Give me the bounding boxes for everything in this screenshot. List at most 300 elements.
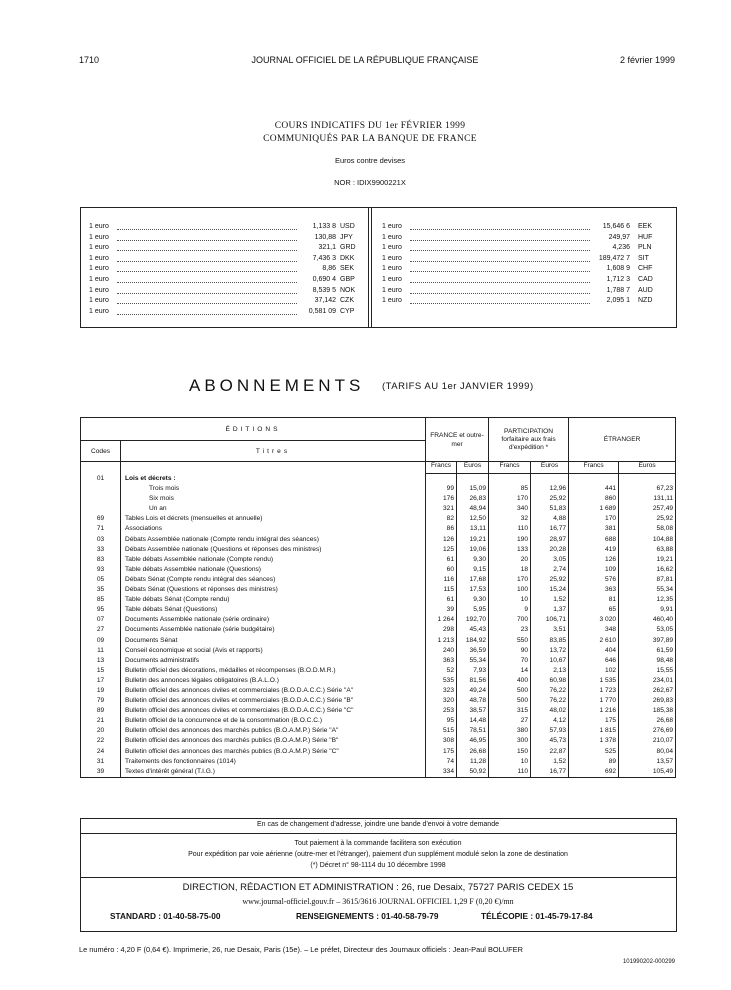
row-code: 22 <box>81 736 121 746</box>
row-value: 1 264 <box>426 615 457 625</box>
row-code: 39 <box>81 767 121 778</box>
row-code: 79 <box>81 696 121 706</box>
row-title <box>121 666 426 676</box>
row-title-text: Un an <box>149 505 167 513</box>
row-value: 46,95 <box>457 736 489 746</box>
row-value: 16,77 <box>531 767 569 778</box>
rate-label: 1 euro <box>89 276 109 283</box>
rate-leader <box>117 273 297 283</box>
rate-currency-code: JPY <box>340 233 353 241</box>
table-row <box>81 767 676 778</box>
row-title-text: Documents Sénat <box>125 636 178 644</box>
standard-phone: STANDARD : 01-40-58-75-00 <box>110 911 221 921</box>
subscription-table <box>80 417 676 778</box>
row-value: 61,59 <box>619 646 676 656</box>
row-title <box>121 535 426 545</box>
row-value: 1 723 <box>569 686 619 696</box>
row-title-text: Débats Assemblée nationale (Compte rendu intégral des séances) <box>125 535 319 543</box>
row-title <box>121 565 426 575</box>
row-value: 500 <box>489 696 531 706</box>
titles-spacer <box>121 462 426 474</box>
row-value: 185,38 <box>619 706 676 716</box>
rate-currency-code: GRD <box>340 244 356 252</box>
row-title <box>121 474 426 485</box>
table-row <box>81 474 676 485</box>
row-value: 55,34 <box>457 656 489 666</box>
row-value: 688 <box>569 535 619 545</box>
row-code: 11 <box>81 646 121 656</box>
rate-currency-code: AUD <box>638 286 653 294</box>
row-value: 2,13 <box>531 666 569 676</box>
row-value: 234,01 <box>619 676 676 686</box>
row-title-text: Table débats Sénat (Compte rendu) <box>125 596 230 604</box>
table-row <box>81 545 676 555</box>
row-value: 1 815 <box>569 726 619 736</box>
table-row <box>81 696 676 706</box>
rate-value: 37,142 <box>314 297 336 305</box>
row-value: 115 <box>426 585 457 595</box>
row-title-text: Table débats Assemblée nationale (Compte rendu) <box>125 555 274 563</box>
row-value: 1 689 <box>569 504 619 514</box>
row-value: 348 <box>569 625 619 635</box>
row-code: 95 <box>81 605 121 615</box>
row-code: 17 <box>81 676 121 686</box>
row-value: 126 <box>426 535 457 545</box>
journal-title: JOURNAL OFFICIEL DE LA RÉPUBLIQUE FRANÇAISE <box>251 55 479 65</box>
row-value: 89 <box>569 757 619 767</box>
row-value: 76,22 <box>531 696 569 706</box>
table-row <box>81 585 676 595</box>
rate-leader <box>117 231 297 241</box>
row-value: 4,12 <box>531 716 569 726</box>
row-value: 381 <box>569 524 619 534</box>
rate-label: 1 euro <box>89 254 109 262</box>
rate-label: 1 euro <box>382 233 402 241</box>
header-date: 2 février 1999 <box>619 55 675 65</box>
row-code: 20 <box>81 726 121 736</box>
row-value: 1,52 <box>531 595 569 605</box>
titres-header: Titres <box>121 441 426 462</box>
rate-leader <box>410 273 590 283</box>
row-code: 13 <box>81 656 121 666</box>
row-title-text: Bulletin officiel des annonces civiles et commerciales (B.O.D.A.C.C.) Série "A" <box>125 686 354 694</box>
row-value: 5,95 <box>457 605 489 615</box>
row-title-text: Table débats Sénat (Questions) <box>125 606 218 614</box>
row-value: 32 <box>489 514 531 524</box>
row-code <box>81 484 121 494</box>
row-title-text: Bulletin officiel des annonces des marchés publics (B.O.A.M.P.) Série "C" <box>125 747 339 755</box>
row-value: 315 <box>489 706 531 716</box>
row-value: 298 <box>426 625 457 635</box>
row-value: 13,57 <box>619 757 676 767</box>
row-value: 48,78 <box>457 696 489 706</box>
etranger-francs-label: Francs <box>569 462 619 474</box>
row-value: 19,06 <box>457 545 489 555</box>
france-header: FRANCE et outre-mer <box>426 418 489 462</box>
row-title <box>121 736 426 746</box>
row-code: 71 <box>81 524 121 534</box>
row-value: 16,77 <box>531 524 569 534</box>
row-code: 83 <box>81 555 121 565</box>
row-value: 106,71 <box>531 615 569 625</box>
editions-header: ÉDITIONS <box>81 418 426 441</box>
row-code: 31 <box>81 757 121 767</box>
row-value: 105,49 <box>619 767 676 778</box>
abonnements-title: ABONNEMENTS <box>189 376 365 395</box>
row-value: 26,83 <box>457 494 489 504</box>
row-value: 550 <box>489 636 531 646</box>
table-row <box>81 565 676 575</box>
row-value: 83,85 <box>531 636 569 646</box>
footer-reference: 101990202-000299 <box>622 959 675 965</box>
row-value: 10 <box>489 595 531 605</box>
telecopie-phone: TÉLÉCOPIE : 01-45-79-17-84 <box>481 911 593 921</box>
row-value: 133 <box>489 545 531 555</box>
row-value: 1,37 <box>531 605 569 615</box>
row-value: 321 <box>426 504 457 514</box>
row-value: 74 <box>426 757 457 767</box>
row-value: 98,48 <box>619 656 676 666</box>
row-value: 4,88 <box>531 514 569 524</box>
rates-title-line2: COMMUNIQUÉS PAR LA BANQUE DE FRANCE <box>263 134 477 144</box>
row-value: 692 <box>569 767 619 778</box>
row-value: 99 <box>426 484 457 494</box>
row-value: 15,55 <box>619 666 676 676</box>
row-value: 1,52 <box>531 757 569 767</box>
row-value: 253 <box>426 706 457 716</box>
row-value: 25,92 <box>531 575 569 585</box>
row-value: 26,68 <box>619 716 676 726</box>
row-value: 240 <box>426 646 457 656</box>
rate-value: 2,095 1 <box>606 297 630 305</box>
row-value: 63,88 <box>619 545 676 555</box>
row-value: 49,24 <box>457 686 489 696</box>
row-title <box>121 646 426 656</box>
row-value <box>531 474 569 485</box>
row-value: 308 <box>426 736 457 746</box>
rate-label: 1 euro <box>89 286 109 294</box>
row-title <box>121 726 426 736</box>
row-value: 70 <box>489 656 531 666</box>
row-value: 17,68 <box>457 575 489 585</box>
rate-currency-code: SEK <box>340 265 355 273</box>
rate-row <box>382 296 672 307</box>
row-value: 12,35 <box>619 595 676 605</box>
row-title <box>121 504 426 514</box>
row-value: 323 <box>426 686 457 696</box>
table-row <box>81 676 676 686</box>
row-value: 170 <box>489 494 531 504</box>
row-title-text: Bulletin officiel des annonces civiles et commerciales (B.O.D.A.C.C.) Série "C" <box>125 707 354 715</box>
row-value: 81,56 <box>457 676 489 686</box>
row-title <box>121 767 426 778</box>
row-value <box>457 474 489 485</box>
row-value: 26,68 <box>457 747 489 757</box>
row-value: 116 <box>426 575 457 585</box>
rate-label: 1 euro <box>89 265 109 273</box>
row-title <box>121 716 426 726</box>
row-value: 67,23 <box>619 484 676 494</box>
row-value: 9,30 <box>457 555 489 565</box>
row-value: 61 <box>426 595 457 605</box>
row-title <box>121 555 426 565</box>
row-value: 320 <box>426 696 457 706</box>
row-title-text: Conseil économique et social (Avis et rapports) <box>125 646 263 654</box>
row-value: 460,40 <box>619 615 676 625</box>
row-value: 20,28 <box>531 545 569 555</box>
rate-row <box>89 307 359 318</box>
row-value: 176 <box>426 494 457 504</box>
table-row <box>81 736 676 746</box>
row-value: 184,92 <box>457 636 489 646</box>
row-title-text: Lois et décrets : <box>125 474 176 482</box>
address-change-notice: En cas de changement d'adresse, joindre une bande d'envoi à votre demande <box>256 821 499 828</box>
row-value: 262,67 <box>619 686 676 696</box>
france-francs-label: Francs <box>426 462 457 474</box>
row-value: 500 <box>489 686 531 696</box>
table-row <box>81 535 676 545</box>
codes-header: Codes <box>81 441 121 462</box>
row-title <box>121 514 426 524</box>
row-value: 150 <box>489 747 531 757</box>
row-value: 1 213 <box>426 636 457 646</box>
row-title-text: Textes d'intérêt général (T.I.G.) <box>125 767 215 775</box>
row-value: 45,43 <box>457 625 489 635</box>
row-value: 22,87 <box>531 747 569 757</box>
nor-reference: NOR : IDIX9900221X <box>334 178 406 187</box>
page-number: 1710 <box>79 55 100 65</box>
row-value: 12,96 <box>531 484 569 494</box>
rate-leader <box>410 231 590 241</box>
row-code: 69 <box>81 514 121 524</box>
rate-currency-code: CHF <box>638 265 653 273</box>
row-value: 18 <box>489 565 531 575</box>
row-value: 48,02 <box>531 706 569 716</box>
rate-label: 1 euro <box>382 286 402 294</box>
row-value: 3,05 <box>531 555 569 565</box>
rate-label: 1 euro <box>89 244 109 252</box>
rate-leader <box>117 262 297 272</box>
row-value: 10 <box>489 757 531 767</box>
rate-label: 1 euro <box>89 223 109 230</box>
row-value: 363 <box>426 656 457 666</box>
row-title <box>121 585 426 595</box>
row-value: 76,22 <box>531 686 569 696</box>
table-row <box>81 484 676 494</box>
row-value: 25,92 <box>531 494 569 504</box>
row-code: 07 <box>81 615 121 625</box>
rate-currency-code: CYP <box>340 307 355 315</box>
rate-currency-code: PLN <box>638 244 652 252</box>
rate-currency-code: CZK <box>340 297 354 305</box>
rate-value: 249,97 <box>608 233 630 241</box>
rate-label: 1 euro <box>89 297 109 305</box>
row-title-text: Débats Sénat (Compte rendu intégral des séances) <box>125 575 276 583</box>
renseignements-phone: RENSEIGNEMENTS : 01-40-58-79-79 <box>296 911 439 921</box>
row-title-text: Tables Lois et décrets (mensuelles et annuelle) <box>125 515 263 523</box>
row-value: 11,28 <box>457 757 489 767</box>
etranger-header: ÉTRANGER <box>569 418 676 462</box>
row-title <box>121 545 426 555</box>
row-value: 110 <box>489 767 531 778</box>
table-row <box>81 686 676 696</box>
row-title-text: Bulletin officiel des décorations, médailles et récompenses (B.O.D.M.R.) <box>125 666 336 674</box>
row-value: 25,92 <box>619 514 676 524</box>
table-row <box>81 605 676 615</box>
row-title <box>121 686 426 696</box>
table-row <box>81 514 676 524</box>
table-row <box>81 706 676 716</box>
row-title-text: Débats Assemblée nationale (Questions et réponses des ministres) <box>125 545 322 553</box>
rate-value: 7,436 3 <box>312 254 336 262</box>
rate-label: 1 euro <box>382 265 402 273</box>
rate-currency-code: DKK <box>340 254 355 262</box>
row-value: 86 <box>426 524 457 534</box>
row-title-text: Bulletin officiel des annonces des marchés publics (B.O.A.M.P.) Série "B" <box>125 737 339 745</box>
row-value: 175 <box>569 716 619 726</box>
row-value: 110 <box>489 524 531 534</box>
table-row <box>81 636 676 646</box>
row-value: 39 <box>426 605 457 615</box>
row-value: 57,93 <box>531 726 569 736</box>
row-value: 85 <box>489 484 531 494</box>
table-row <box>81 524 676 534</box>
rate-value: 8,86 <box>322 265 336 273</box>
row-value: 36,59 <box>457 646 489 656</box>
row-title <box>121 484 426 494</box>
row-value: 400 <box>489 676 531 686</box>
row-code: 93 <box>81 565 121 575</box>
row-title <box>121 696 426 706</box>
rate-currency-code: SIT <box>638 254 649 262</box>
row-value: 190 <box>489 535 531 545</box>
row-value <box>619 474 676 485</box>
row-title-text: Bulletin officiel des annonces civiles et commerciales (B.O.D.A.C.C.) Série "B" <box>125 697 354 705</box>
rate-label: 1 euro <box>382 276 402 283</box>
row-code: 01 <box>81 474 121 485</box>
rate-leader <box>117 294 297 304</box>
rate-label: 1 euro <box>382 223 402 230</box>
row-title <box>121 605 426 615</box>
row-code: 35 <box>81 585 121 595</box>
row-title-text: Documents Assemblée nationale (série budgétaire) <box>125 626 275 634</box>
row-value: 102 <box>569 666 619 676</box>
codes-spacer <box>81 462 121 474</box>
row-value: 51,83 <box>531 504 569 514</box>
row-code: 85 <box>81 595 121 605</box>
table-row <box>81 494 676 504</box>
participation-euros-label: Euros <box>531 462 569 474</box>
row-value: 60,98 <box>531 676 569 686</box>
rate-leader <box>410 241 590 251</box>
row-title <box>121 706 426 716</box>
rates-subtitle: Euros contre devises <box>334 156 406 165</box>
row-title <box>121 625 426 635</box>
table-row <box>81 716 676 726</box>
row-code: 09 <box>81 636 121 646</box>
table-row <box>81 666 676 676</box>
rate-currency-code: USD <box>340 223 355 230</box>
row-value: 48,94 <box>457 504 489 514</box>
participation-francs-label: Francs <box>489 462 531 474</box>
row-value: 16,62 <box>619 565 676 575</box>
web-address: www.journal-officiel.gouv.fr – 3615/3616 JOURNAL OFFICIEL 1,29 F (0,20 €)/mn <box>242 897 514 906</box>
row-title <box>121 656 426 666</box>
row-title <box>121 757 426 767</box>
row-value: 2 610 <box>569 636 619 646</box>
rate-leader <box>410 220 590 230</box>
row-value: 23 <box>489 625 531 635</box>
row-code: 15 <box>81 666 121 676</box>
row-title <box>121 575 426 585</box>
row-value: 419 <box>569 545 619 555</box>
notes-divider-2 <box>80 877 676 878</box>
row-value: 1 378 <box>569 736 619 746</box>
row-value: 210,07 <box>619 736 676 746</box>
row-value: 13,11 <box>457 524 489 534</box>
row-value: 131,11 <box>619 494 676 504</box>
rate-leader <box>410 294 590 304</box>
row-value: 1 216 <box>569 706 619 716</box>
table-row <box>81 504 676 514</box>
row-code: 24 <box>81 747 121 757</box>
row-title-text: Bulletin officiel des annonces des marchés publics (B.O.A.M.P.) Série "A" <box>125 727 339 735</box>
row-title-text: Documents Assemblée nationale (série ordinaire) <box>125 616 270 624</box>
table-row <box>81 555 676 565</box>
rate-currency-code: EEK <box>638 223 653 230</box>
participation-header: PARTICIPATION forfaitaire aux frais d'expédition * <box>489 418 569 462</box>
rate-value: 321,1 <box>318 244 336 252</box>
rate-leader <box>410 284 590 294</box>
row-code <box>81 494 121 504</box>
row-title-text: Débats Sénat (Questions et réponses des ministres) <box>125 586 278 594</box>
rate-value: 1,788 7 <box>606 286 630 294</box>
row-value: 100 <box>489 585 531 595</box>
row-value: 13,72 <box>531 646 569 656</box>
rate-value: 1,608 9 <box>606 265 630 273</box>
row-code: 89 <box>81 706 121 716</box>
row-value: 14 <box>489 666 531 676</box>
notes-divider-1 <box>80 833 676 834</box>
row-value <box>426 474 457 485</box>
row-value: 60 <box>426 565 457 575</box>
table-row <box>81 625 676 635</box>
row-value: 257,49 <box>619 504 676 514</box>
row-title-text: Table débats Assemblée nationale (Questions) <box>125 565 261 573</box>
rates-left-list <box>89 222 359 327</box>
row-value: 104,88 <box>619 535 676 545</box>
row-value: 14,48 <box>457 716 489 726</box>
row-title <box>121 494 426 504</box>
row-value: 397,89 <box>619 636 676 646</box>
row-value: 19,21 <box>457 535 489 545</box>
table-row <box>81 646 676 656</box>
row-value: 15,09 <box>457 484 489 494</box>
rate-value: 15,646 6 <box>602 223 630 230</box>
row-value: 700 <box>489 615 531 625</box>
row-value: 170 <box>489 575 531 585</box>
rates-divider-1 <box>368 207 369 327</box>
row-value: 55,34 <box>619 585 676 595</box>
row-value: 52 <box>426 666 457 676</box>
row-value: 9,91 <box>619 605 676 615</box>
etranger-euros-label: Euros <box>619 462 676 474</box>
row-code <box>81 504 121 514</box>
row-value: 3,51 <box>531 625 569 635</box>
row-value: 300 <box>489 736 531 746</box>
rate-label: 1 euro <box>89 233 109 241</box>
row-value: 65 <box>569 605 619 615</box>
